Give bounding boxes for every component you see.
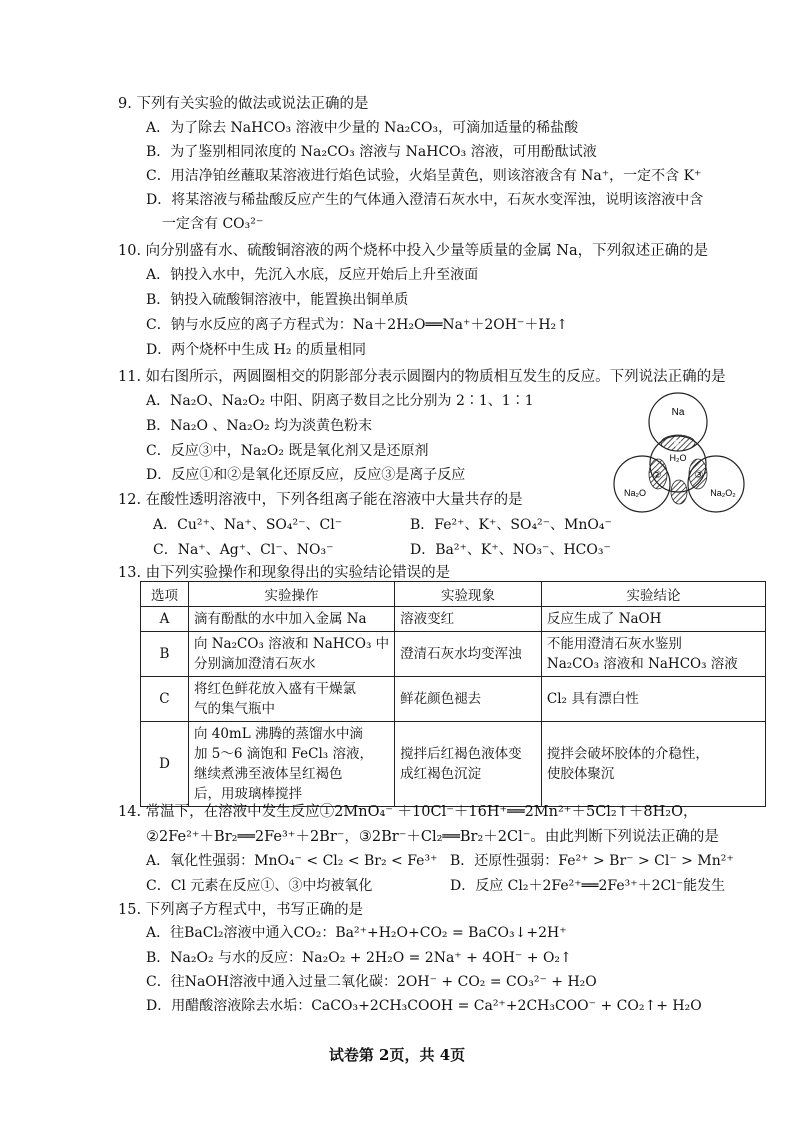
row-conclusion: 搅拌会破坏胶体的介稳性， 使胶体聚沉 (541, 722, 765, 807)
q15-option-b: B．Na₂O₂ 与水的反应：Na₂O₂ + 2H₂O = 2Na⁺ + 4OH⁻ + O₂↑ (146, 950, 572, 966)
venn-label-na2o: Na₂O (624, 488, 646, 498)
question-14-stem-line1: 14. 常温下，在溶液中发生反应①2MnO₄⁻ ＋10Cl⁻＋16H⁺══2Mn²⁺＋5Cl₂↑＋8H₂O， (118, 804, 698, 820)
q11-option-a: A．Na₂O、Na₂O₂ 中阳、阴离子数目之比分别为 2∶1、1∶1 (146, 393, 534, 409)
page-footer: 试卷第 2页，共 4页 (328, 1046, 466, 1064)
table-row (141, 677, 766, 722)
q15-option-c: C．往NaOH溶液中通入过量二氧化碳：2OH⁻ + CO₂ = CO₃²⁻ + H₂O (146, 974, 597, 990)
table-row (141, 632, 766, 677)
q9-option-d-cont: 一定含有 CO₃²⁻ (162, 216, 264, 232)
q9-option-d: D．将某溶液与稀盐酸反应产生的气体通入澄清石灰水中，石灰水变浑浊，说明该溶液中含 (146, 192, 704, 208)
question-11-stem: 11. 如右图所示，两圆圈相交的阴影部分表示圆圈内的物质相互发生的反应。下列说法正确的是 (118, 369, 726, 385)
table-header-row (141, 582, 766, 607)
question-12-stem: 12. 在酸性透明溶液中，下列各组离子能在溶液中大量共存的是 (118, 492, 523, 508)
q12-option-d: D．Ba²⁺、K⁺、NO₃⁻、HCO₃⁻ (410, 542, 611, 558)
q12-option-c: C．Na⁺、Ag⁺、Cl⁻、NO₃⁻ (153, 542, 334, 558)
q9-option-b: B．为了鉴别相同浓度的 Na₂CO₃ 溶液与 NaHCO₃ 溶液，可用酚酞试液 (146, 144, 597, 160)
venn-number-2: ② (652, 470, 662, 481)
venn-label-na2o2: Na₂O₂ (710, 488, 736, 498)
q14-option-b: B．还原性强弱：Fe²⁺ > Br⁻ > Cl⁻ > Mn²⁺ (450, 853, 734, 869)
row-phenomenon: 鲜花颜色褪去 (395, 677, 542, 722)
venn-label-h2o: H₂O (669, 453, 687, 463)
q11-option-b: B．Na₂O 、Na₂O₂ 均为淡黄色粉末 (146, 418, 373, 434)
q10-option-a: A．钠投入水中，先沉入水底，反应开始后上升至液面 (146, 267, 479, 283)
row-conclusion: Cl₂ 具有漂白性 (541, 677, 765, 722)
row-phenomenon: 搅拌后红褐色液体变 成红褐色沉淀 (395, 722, 542, 807)
row-operation: 向 Na₂CO₃ 溶液和 NaHCO₃ 中 分别滴加澄清石灰水 (188, 632, 394, 677)
q11-option-c: C．反应③中，Na₂O₂ 既是氧化剂又是还原剂 (146, 443, 429, 459)
header-phenomenon: 实验现象 (395, 582, 542, 607)
question-9-stem: 9. 下列有关实验的做法或说法正确的是 (118, 96, 369, 112)
q15-option-d: D．用醋酸溶液除去水垢：CaCO₃+2CH₃COOH = Ca²⁺+2CH₃COO⁻ + CO₂↑+ H₂O (146, 998, 702, 1014)
table-row (141, 722, 766, 807)
q10-option-c: C．钠与水反应的离子方程式为：Na＋2H₂O══Na⁺＋2OH⁻＋H₂↑ (146, 317, 568, 333)
header-option: 选项 (141, 582, 189, 607)
q9-option-c: C．用洁净铂丝蘸取某溶液进行焰色试验，火焰呈黄色，则该溶液含有 Na⁺，一定不含 K⁺ (146, 168, 702, 184)
row-conclusion: 不能用澄清石灰水鉴别 Na₂CO₃ 溶液和 NaHCO₃ 溶液 (541, 632, 765, 677)
question-10-stem: 10. 向分别盛有水、硫酸铜溶液的两个烧杯中投入少量等质量的金属 Na，下列叙述正确的是 (118, 243, 709, 259)
question-13-stem: 13. 由下列实验操作和现象得出的实验结论错误的是 (118, 565, 451, 581)
row-option: B (141, 632, 189, 677)
q10-option-b: B．钠投入硫酸铜溶液中，能置换出铜单质 (146, 292, 409, 308)
row-operation: 将红色鲜花放入盛有干燥氯 气的集气瓶中 (188, 677, 394, 722)
q12-option-b: B．Fe²⁺、K⁺、SO₄²⁻、MnO₄⁻ (410, 517, 612, 533)
q11-option-d: D．反应①和②是氧化还原反应，反应③是离子反应 (146, 467, 466, 483)
q12-option-a: A．Cu²⁺、Na⁺、SO₄²⁻、Cl⁻ (153, 517, 343, 533)
venn-label-na: Na (671, 407, 685, 418)
q9-option-a: A．为了除去 NaHCO₃ 溶液中少量的 Na₂CO₃，可滴加适量的稀盐酸 (146, 120, 579, 136)
row-conclusion: 反应生成了 NaOH (541, 607, 765, 632)
row-operation: 向 40mL 沸腾的蒸馏水中滴 加 5～6 滴饱和 FeCl₃ 溶液， 继续煮沸至液体呈红褐色 后，用玻璃棒搅拌 (188, 722, 394, 807)
row-phenomenon: 溶液变红 (395, 607, 542, 632)
row-phenomenon: 澄清石灰水均变浑浊 (395, 632, 542, 677)
question-14-stem-line2: ②2Fe²⁺＋Br₂══2Fe³⁺＋2Br⁻，③2Br⁻＋Cl₂══Br₂＋2Cl⁻。由此判断下列说法正确的是 (146, 829, 719, 845)
header-conclusion: 实验结论 (541, 582, 765, 607)
q10-option-d: D．两个烧杯中生成 H₂ 的质量相同 (146, 342, 366, 358)
q14-option-a: A．氧化性强弱：MnO₄⁻ < Cl₂ < Br₂ < Fe³⁺ (146, 853, 438, 869)
experiment-table (140, 581, 766, 807)
row-option: C (141, 677, 189, 722)
row-option: A (141, 607, 189, 632)
q14-option-d: D．反应 Cl₂＋2Fe²⁺══2Fe³⁺＋2Cl⁻能发生 (450, 878, 726, 894)
table-row (141, 607, 766, 632)
row-operation: 滴有酚酞的水中加入金属 Na (188, 607, 394, 632)
venn-overlap-4 (671, 480, 687, 504)
q14-option-c: C．Cl 元素在反应①、③中均被氧化 (146, 878, 373, 894)
header-operation: 实验操作 (188, 582, 394, 607)
question-15-stem: 15. 下列离子方程式中，书写正确的是 (118, 902, 364, 918)
row-option: D (141, 722, 189, 807)
q15-option-a: A．往BaCl₂溶液中通入CO₂：Ba²⁺+H₂O+CO₂ = BaCO₃↓+2H⁺ (146, 925, 567, 941)
venn-number-3: ③ (694, 470, 704, 481)
venn-number-1: ① (673, 439, 683, 450)
venn-diagram (605, 392, 765, 516)
